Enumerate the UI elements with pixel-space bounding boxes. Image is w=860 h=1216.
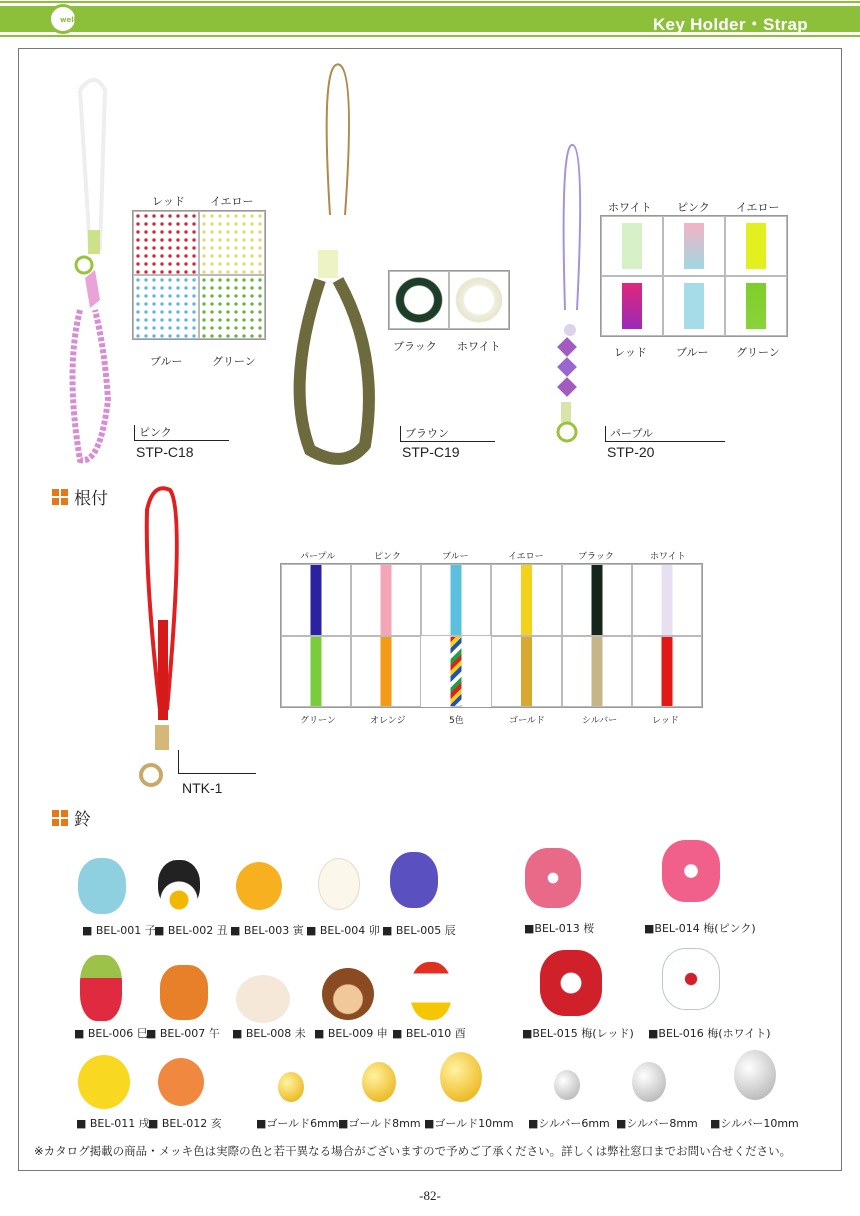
strap-stp-c19-image [290,55,390,465]
bell-image [78,858,126,914]
page-number: -82- [419,1188,441,1203]
catalog-note: ※カタログ掲載の商品・メッキ色は実際の色と若干異なる場合がございますので予めご了承ください。詳しくは弊社窓口までお問い合せください。 [34,1144,792,1158]
bell-image [540,950,602,1016]
bell-caption: ■ BEL-010 酉 [392,1027,466,1040]
bell-image [362,1062,396,1102]
color-label: ブラック [578,552,614,562]
strap-color-label: ピンク [139,426,172,439]
strap-stp-c18-image [60,70,130,470]
bell-caption: ■ BEL-007 午 [146,1027,220,1040]
product-code: NTK-1 [182,780,223,796]
bell-caption: ■ BEL-003 寅 [230,924,304,937]
bell-caption: ■ゴールド10mm [424,1117,514,1130]
color-label: ホワイト [608,201,652,214]
bell-image [318,858,360,910]
color-label: ピンク [374,552,401,562]
color-label: ブラック [393,340,437,353]
product-code: STP-C19 [402,444,460,460]
bell-image [158,1058,204,1106]
bell-caption: ■ BEL-005 辰 [382,924,456,937]
color-grid-ntk-1 [280,563,703,708]
strap-color-label: パープル [610,427,654,440]
bell-image [662,948,720,1010]
bell-image [525,848,581,908]
color-label: ブルー [676,346,709,359]
color-label: イエロー [508,552,544,562]
color-label: ブルー [150,355,183,368]
bell-image [632,1062,666,1102]
bell-image [158,860,200,910]
bell-caption: ■シルバー8mm [616,1117,698,1130]
color-label: ホワイト [650,552,686,562]
bell-image [278,1072,304,1102]
color-label: パープル [300,552,336,562]
header-stripe [0,1,860,3]
bell-caption: ■ BEL-006 巳 [74,1027,148,1040]
section-bells-heading [52,805,91,830]
bell-image [390,852,438,908]
header-stripe [0,35,860,37]
bell-caption: ■ゴールド8mm [338,1117,421,1130]
page-title: Key Holder・Strap [652,15,808,34]
bell-caption: ■ BEL-011 戌 [76,1117,150,1130]
bell-image [554,1070,580,1100]
color-label: オレンジ [370,716,406,726]
bell-caption: ■BEL-015 梅(レッド) [522,1027,634,1040]
bell-image [236,975,290,1023]
bell-caption: ■ BEL-009 申 [314,1027,388,1040]
color-label: レッド [152,195,185,208]
bell-caption: ■BEL-016 梅(ホワイト) [648,1027,771,1040]
strap-color-label: ブラウン [405,427,449,440]
bell-caption: ■ BEL-002 丑 [154,924,228,937]
color-label: ゴールド [509,716,545,726]
color-label: レッド [614,346,647,359]
color-label: イエロー [736,201,780,214]
color-label: 5色 [449,716,464,726]
color-label: レッド [652,716,679,726]
section-netsuke-heading [52,484,108,509]
section-title: 根付 [74,489,108,509]
color-label: ピンク [677,201,710,214]
bell-image [662,840,720,902]
bell-caption: ■BEL-014 梅(ピンク) [644,922,756,935]
color-label: ブルー [442,552,469,562]
color-grid-stp-c19 [388,270,510,330]
bell-caption: ■ BEL-004 卯 [306,924,380,937]
color-grid-stp-20 [600,215,788,337]
strap-stp-20-image [545,140,605,450]
bell-image [410,962,452,1020]
bell-caption: ■ゴールド6mm [256,1117,339,1130]
page-header [0,0,860,40]
section-marker-icon [52,489,68,505]
color-label: グリーン [212,355,256,368]
bell-image [322,968,374,1020]
bell-caption: ■ BEL-001 子 [82,924,156,937]
bell-image [236,862,282,910]
bell-caption: ■ BEL-008 未 [232,1027,306,1040]
bell-image [440,1052,482,1102]
bell-image [80,955,122,1021]
product-code: STP-20 [607,444,655,460]
label-underline [178,750,256,774]
color-label: グリーン [300,716,336,726]
color-label: グリーン [736,346,780,359]
color-label: ホワイト [457,340,501,353]
bell-image [160,965,208,1020]
bell-caption: ■ BEL-012 亥 [148,1117,222,1130]
bell-image [734,1050,776,1100]
product-code: STP-C18 [136,444,194,460]
bell-caption: ■BEL-013 桜 [524,922,595,935]
bell-caption: ■シルバー10mm [710,1117,799,1130]
color-label: シルバー [582,716,618,726]
section-marker-icon [52,810,68,826]
section-title: 鈴 [74,810,91,830]
brand-logo: well [48,4,78,34]
color-label: イエロー [210,195,254,208]
bell-caption: ■シルバー6mm [528,1117,610,1130]
color-grid-stp-c18 [132,210,266,340]
bell-image [78,1055,130,1109]
